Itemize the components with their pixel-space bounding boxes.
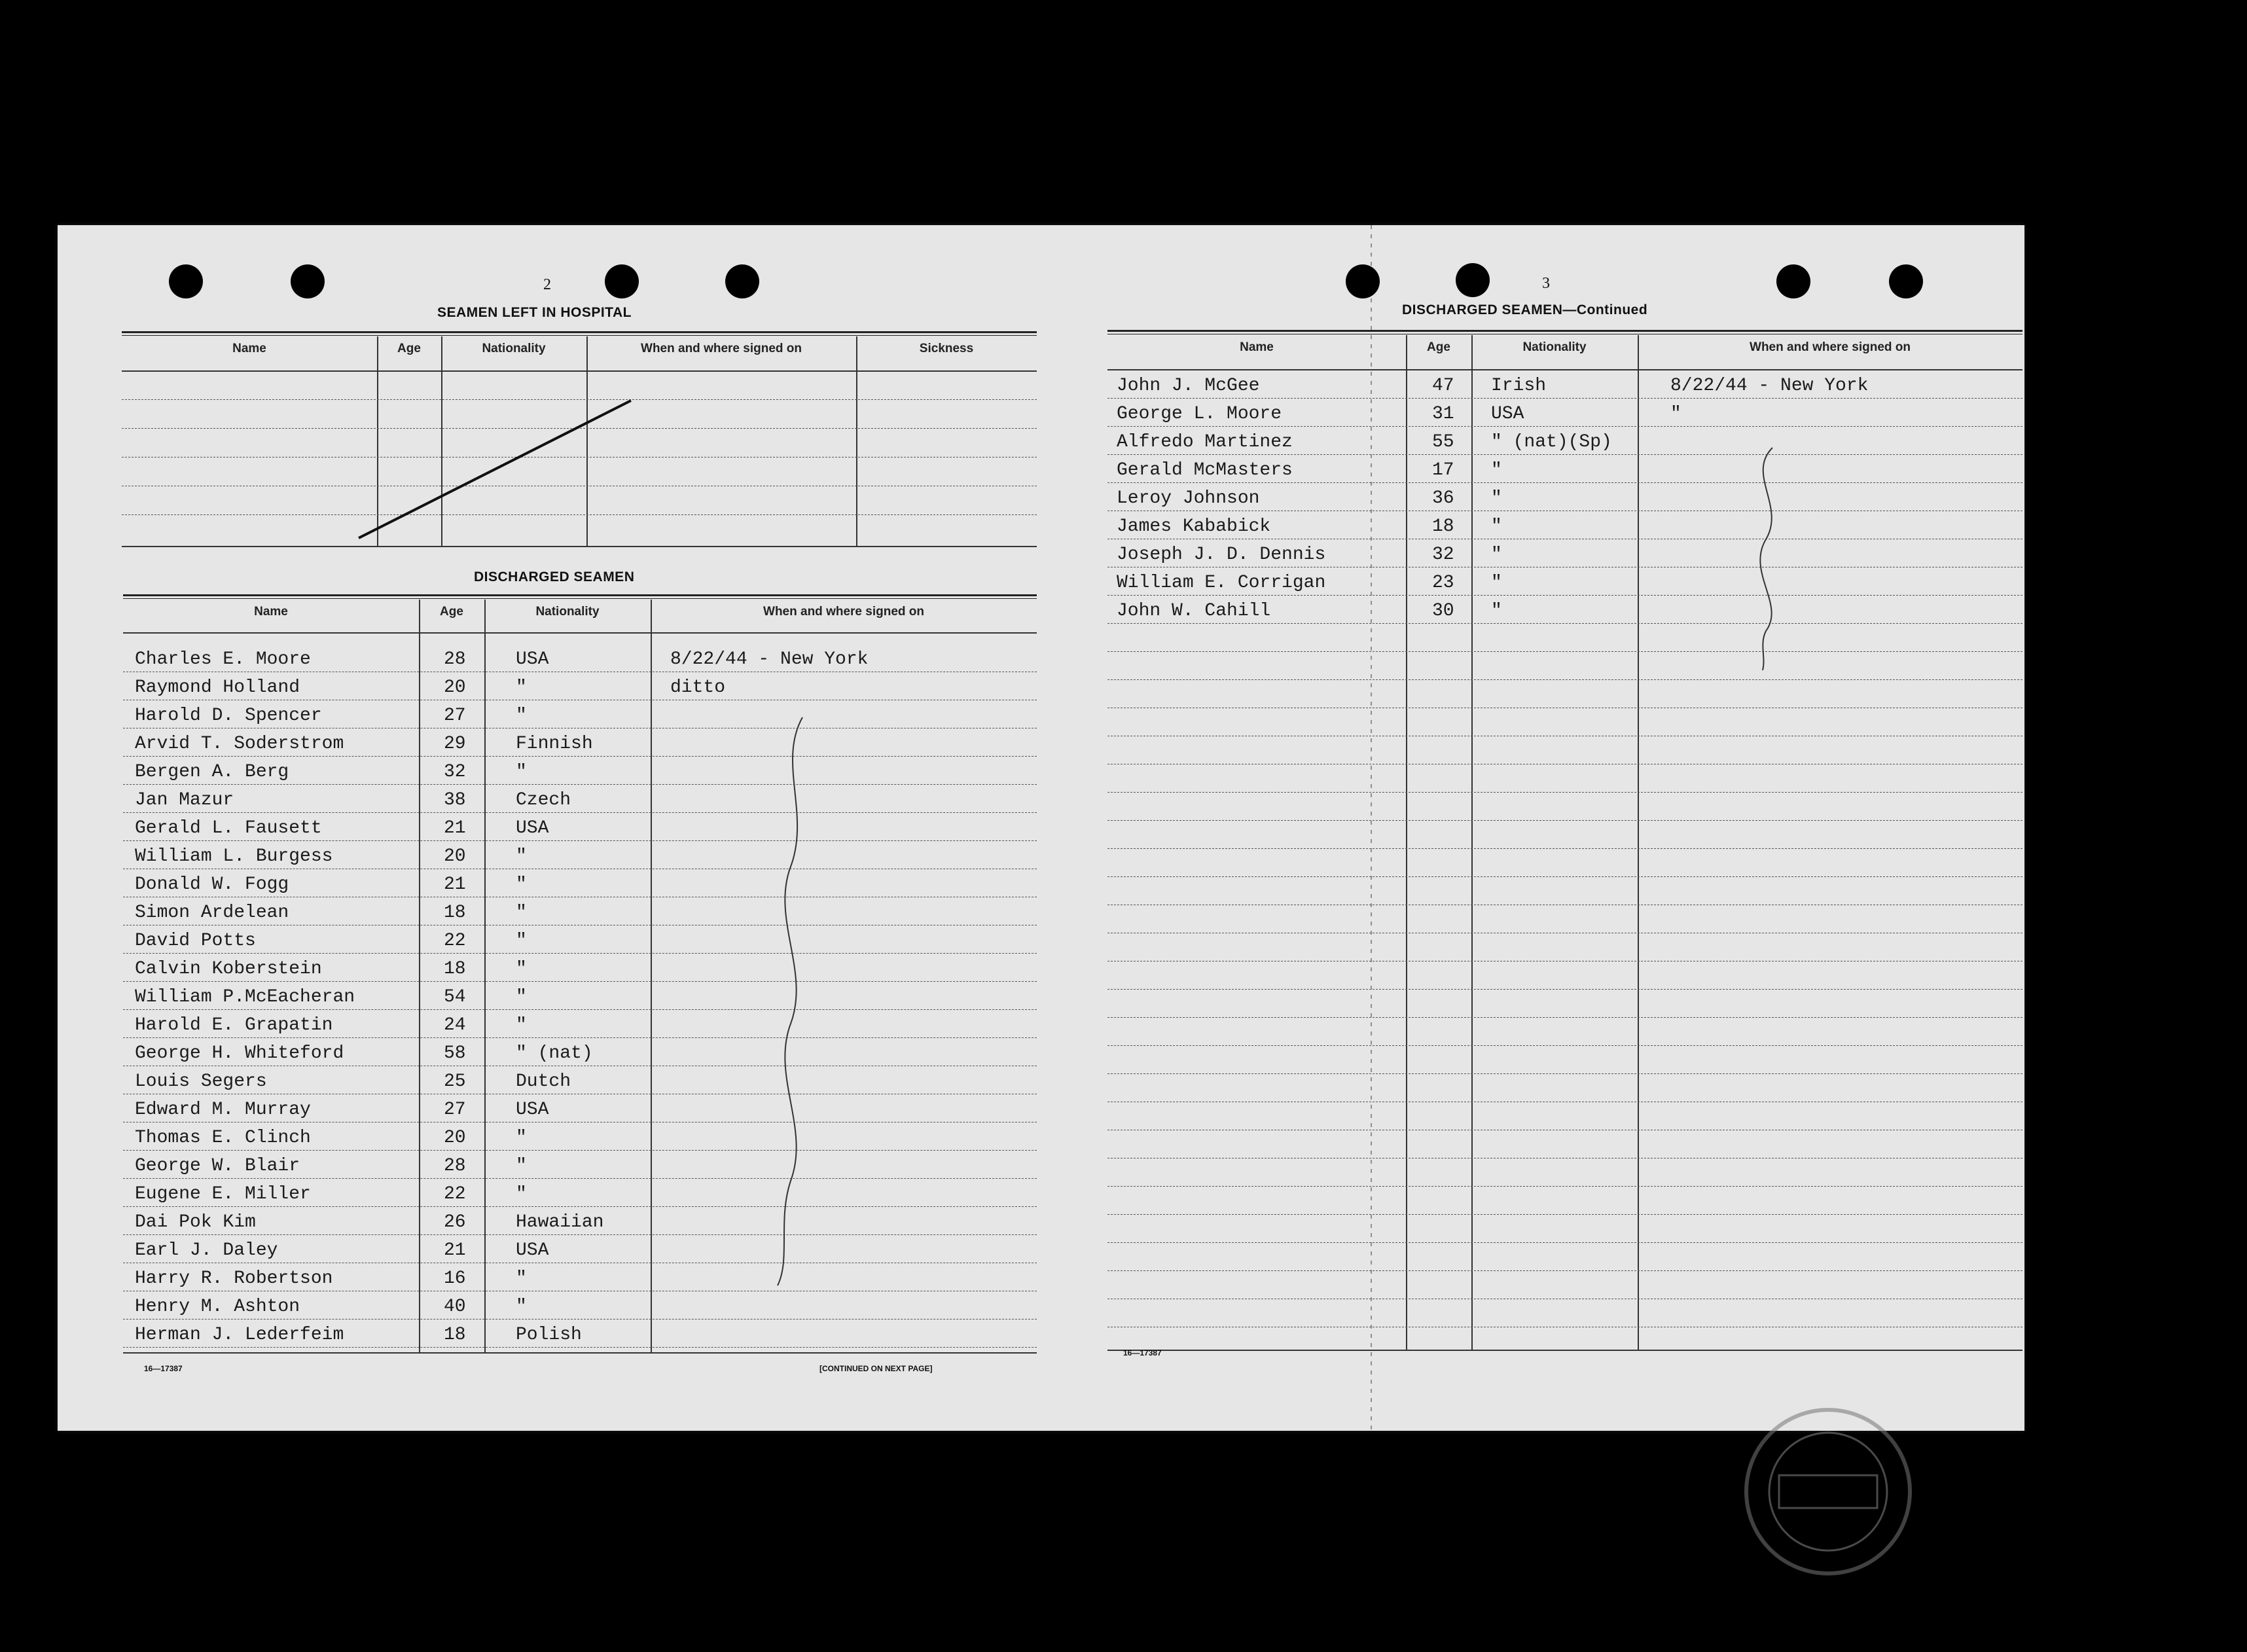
cell-nationality: USA xyxy=(516,1100,549,1120)
column-header: Nationality xyxy=(1522,340,1587,354)
cell-age: 27 xyxy=(444,1100,466,1120)
cell-age: 22 xyxy=(444,931,466,951)
cell-nationality: " (nat)(Sp) xyxy=(1491,432,1612,452)
cell-name: Simon Ardelean xyxy=(135,903,289,923)
cell-nationality: " xyxy=(516,762,527,782)
cell-name: Louis Segers xyxy=(135,1071,267,1092)
cell-age: 32 xyxy=(444,762,466,782)
form-number: 16—17387 xyxy=(144,1364,183,1373)
cell-age: 32 xyxy=(1432,545,1454,565)
cell-nationality: Hawaiian xyxy=(516,1212,604,1232)
cell-name: James Kababick xyxy=(1117,516,1271,537)
cell-age: 25 xyxy=(444,1071,466,1092)
column-header: Age xyxy=(440,605,463,619)
cell-name: Jan Mazur xyxy=(135,790,234,810)
column-header: Age xyxy=(397,342,421,355)
cell-nationality: Irish xyxy=(1491,376,1547,396)
cell-age: 28 xyxy=(444,649,466,670)
pen-marks xyxy=(58,225,2024,1431)
cell-age: 21 xyxy=(444,874,466,895)
paper-sheet xyxy=(58,225,2024,1431)
cell-age: 28 xyxy=(444,1156,466,1176)
cell-name: Donald W. Fogg xyxy=(135,874,289,895)
cell-name: William E. Corrigan xyxy=(1117,573,1326,593)
cell-age: 18 xyxy=(444,1325,466,1345)
discharged-section-title: DISCHARGED SEAMEN xyxy=(474,569,635,584)
cell-age: 40 xyxy=(444,1297,466,1317)
cell-nationality: USA xyxy=(516,1240,549,1261)
cell-name: Gerald McMasters xyxy=(1117,460,1293,480)
cell-nationality: USA xyxy=(516,818,549,838)
discharged-continued-title: DISCHARGED SEAMEN—Continued xyxy=(1402,302,1648,317)
cell-age: 30 xyxy=(1432,601,1454,621)
cell-age: 31 xyxy=(1432,404,1454,424)
cell-name: William L. Burgess xyxy=(135,846,333,867)
cell-age: 16 xyxy=(444,1268,466,1289)
cell-name: Edward M. Murray xyxy=(135,1100,311,1120)
cell-age: 26 xyxy=(444,1212,466,1232)
column-header: When and where signed on xyxy=(1750,340,1911,354)
cell-age: 21 xyxy=(444,1240,466,1261)
cell-name: Calvin Koberstein xyxy=(135,959,322,979)
cell-age: 18 xyxy=(444,959,466,979)
cell-nationality: " xyxy=(516,1015,527,1035)
cell-age: 55 xyxy=(1432,432,1454,452)
cell-age: 18 xyxy=(1432,516,1454,537)
column-header: When and where signed on xyxy=(641,342,802,355)
cell-name: Leroy Johnson xyxy=(1117,488,1260,509)
ditto-squiggle xyxy=(778,717,802,1285)
cell-nationality: " xyxy=(1491,573,1502,593)
ditto-squiggle xyxy=(1760,448,1772,670)
cross-out-line xyxy=(359,401,631,538)
cell-name: William P.McEacheran xyxy=(135,987,355,1007)
cell-nationality: " xyxy=(516,903,527,923)
column-header: When and where signed on xyxy=(763,605,924,619)
cell-nationality: " xyxy=(1491,516,1502,537)
cell-age: 58 xyxy=(444,1043,466,1064)
cell-nationality: " xyxy=(516,1156,527,1176)
cell-age: 29 xyxy=(444,734,466,754)
cell-age: 20 xyxy=(444,677,466,698)
cell-nationality: " xyxy=(1491,460,1502,480)
cell-name: Henry M. Ashton xyxy=(135,1297,300,1317)
cell-name: Harold D. Spencer xyxy=(135,706,322,726)
cell-nationality: " xyxy=(1491,601,1502,621)
cell-age: 54 xyxy=(444,987,466,1007)
cell-name: George L. Moore xyxy=(1117,404,1282,424)
cell-nationality: " (nat) xyxy=(516,1043,593,1064)
cell-nationality: " xyxy=(516,1297,527,1317)
column-header: Sickness xyxy=(919,342,974,355)
cell-signed-on: " xyxy=(1670,404,1681,424)
cell-nationality: " xyxy=(516,677,527,698)
cell-name: Joseph J. D. Dennis xyxy=(1117,545,1326,565)
cell-signed-on: ditto xyxy=(670,677,726,698)
cell-age: 36 xyxy=(1432,488,1454,509)
cell-name: Earl J. Daley xyxy=(135,1240,278,1261)
cell-nationality: " xyxy=(516,987,527,1007)
cell-name: Thomas E. Clinch xyxy=(135,1128,311,1148)
cell-name: Eugene E. Miller xyxy=(135,1184,311,1204)
cell-nationality: Finnish xyxy=(516,734,593,754)
cell-age: 20 xyxy=(444,846,466,867)
cell-age: 20 xyxy=(444,1128,466,1148)
cell-name: Harold E. Grapatin xyxy=(135,1015,333,1035)
cell-name: John J. McGee xyxy=(1117,376,1260,396)
cell-name: Harry R. Robertson xyxy=(135,1268,333,1289)
column-header: Nationality xyxy=(535,605,600,619)
column-header: Age xyxy=(1427,340,1450,354)
page-number: 3 xyxy=(1542,275,1550,292)
cell-nationality: USA xyxy=(1491,404,1524,424)
cell-name: Bergen A. Berg xyxy=(135,762,289,782)
cell-name: Charles E. Moore xyxy=(135,649,311,670)
cell-name: Dai Pok Kim xyxy=(135,1212,256,1232)
cell-nationality: Polish xyxy=(516,1325,582,1345)
cell-nationality: " xyxy=(516,931,527,951)
cell-name: Arvid T. Soderstrom xyxy=(135,734,344,754)
column-header: Name xyxy=(1240,340,1274,354)
cell-name: Alfredo Martinez xyxy=(1117,432,1293,452)
cell-age: 21 xyxy=(444,818,466,838)
cell-name: Raymond Holland xyxy=(135,677,300,698)
cell-name: George H. Whiteford xyxy=(135,1043,344,1064)
cell-age: 47 xyxy=(1432,376,1454,396)
hospital-section-title: SEAMEN LEFT IN HOSPITAL xyxy=(437,305,632,320)
cell-nationality: " xyxy=(1491,488,1502,509)
cell-nationality: " xyxy=(516,1268,527,1289)
column-header: Nationality xyxy=(482,342,546,355)
column-header: Name xyxy=(254,605,288,619)
cell-name: John W. Cahill xyxy=(1117,601,1271,621)
column-header: Name xyxy=(232,342,266,355)
cell-name: Herman J. Lederfeim xyxy=(135,1325,344,1345)
cell-signed-on: 8/22/44 - New York xyxy=(1670,376,1869,396)
cell-age: 17 xyxy=(1432,460,1454,480)
cell-nationality: " xyxy=(516,959,527,979)
cell-nationality: USA xyxy=(516,649,549,670)
received-stamp xyxy=(1740,1403,1916,1580)
cell-age: 24 xyxy=(444,1015,466,1035)
cell-name: Gerald L. Fausett xyxy=(135,818,322,838)
cell-age: 18 xyxy=(444,903,466,923)
cell-age: 23 xyxy=(1432,573,1454,593)
form-number: 16—17387 xyxy=(1123,1348,1162,1357)
cell-age: 22 xyxy=(444,1184,466,1204)
cell-nationality: " xyxy=(1491,545,1502,565)
cell-nationality: " xyxy=(516,1128,527,1148)
cell-nationality: " xyxy=(516,846,527,867)
continued-note: [CONTINUED ON NEXT PAGE] xyxy=(819,1364,933,1373)
cell-name: David Potts xyxy=(135,931,256,951)
cell-signed-on: 8/22/44 - New York xyxy=(670,649,869,670)
cell-name: George W. Blair xyxy=(135,1156,300,1176)
cell-age: 27 xyxy=(444,706,466,726)
cell-nationality: Czech xyxy=(516,790,571,810)
cell-nationality: " xyxy=(516,874,527,895)
page-number: 2 xyxy=(543,276,551,293)
cell-nationality: " xyxy=(516,706,527,726)
cell-age: 38 xyxy=(444,790,466,810)
cell-nationality: Dutch xyxy=(516,1071,571,1092)
cell-nationality: " xyxy=(516,1184,527,1204)
